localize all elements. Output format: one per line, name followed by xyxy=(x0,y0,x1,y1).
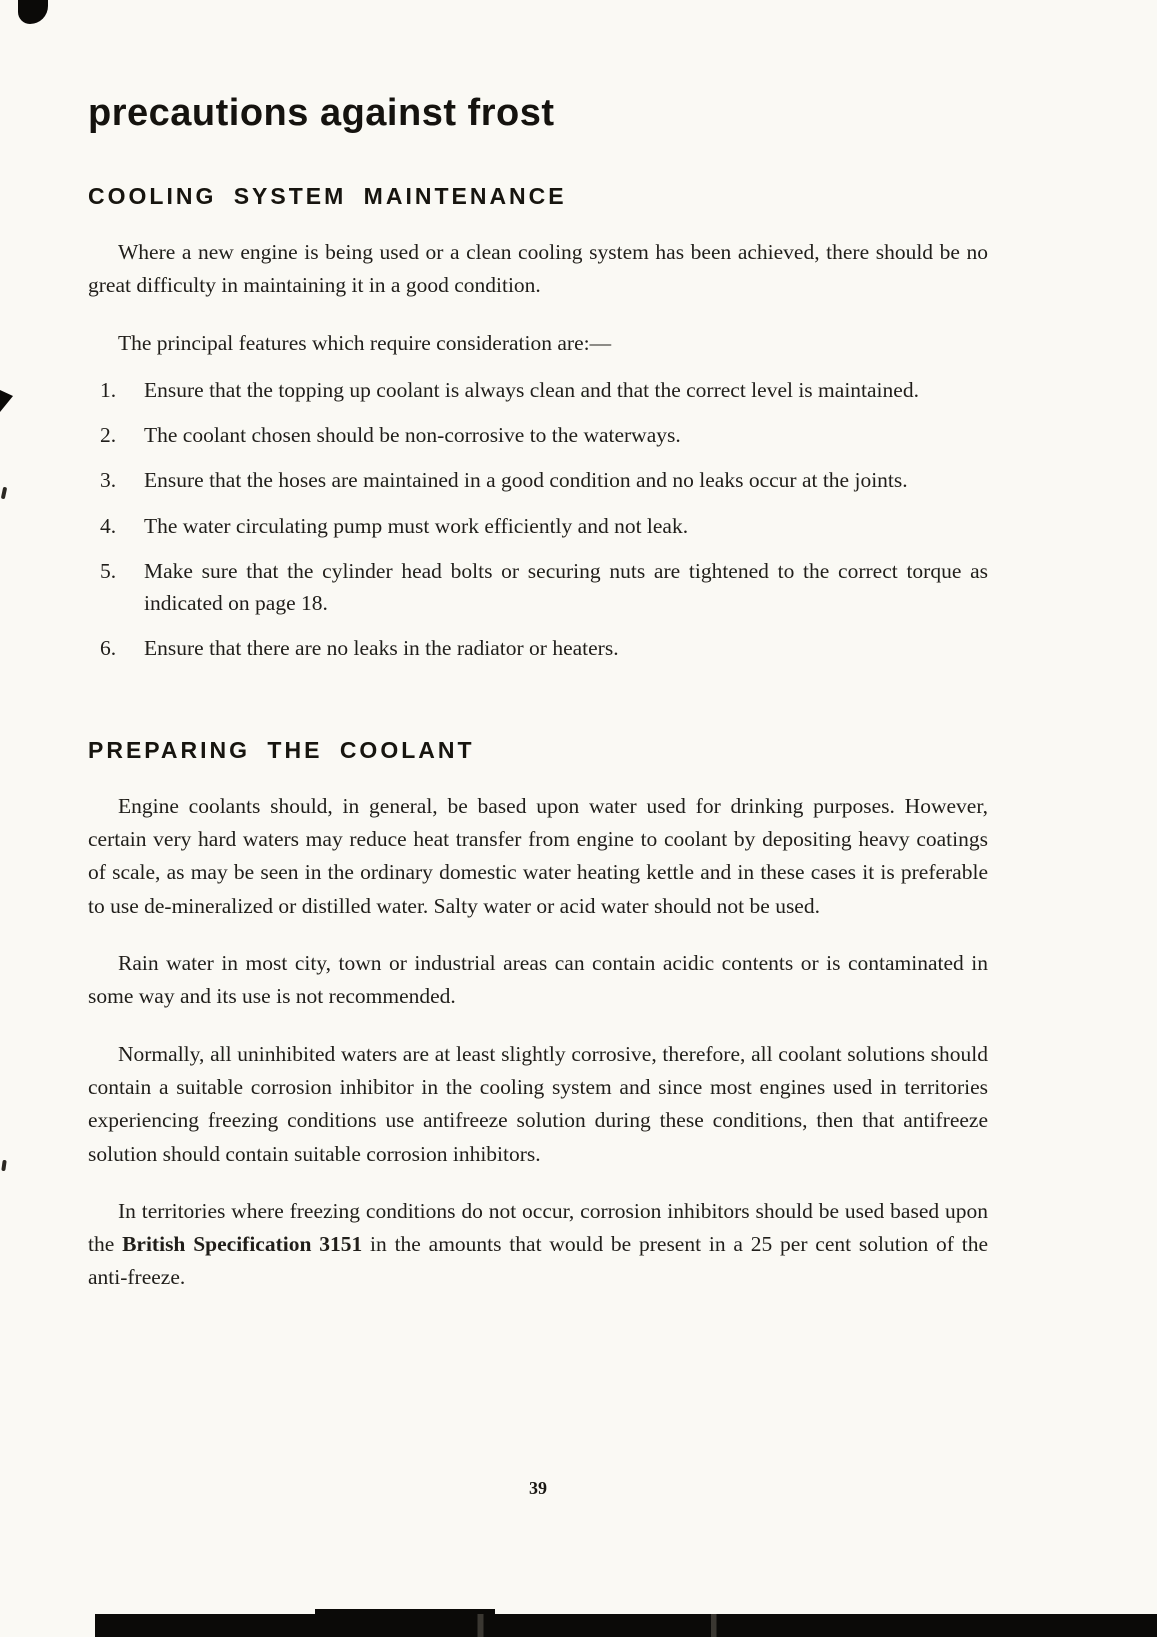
list-item-number: 6. xyxy=(100,636,117,661)
paragraph-rain-water: Rain water in most city, town or industrial areas can contain acidic contents or is contaminated in some way and its use is not recommended. xyxy=(88,950,988,1009)
paragraph-cooling-intro: Where a new engine is being used or a clean cooling system has been achieved, there should be no great difficulty in maintaining it in a good condition. xyxy=(88,240,988,298)
paragraph-coolant-water: Engine coolants should, in general, be based upon water used for drinking purposes. However, certain very hard waters may reduce heat transfer from engine to coolant by depositing heavy coatings of scale, as may be seen in the ordinary domestic water heating kettle and in these cases it is preferable to use de-mineralized or distilled water. Salty water or acid water should not be used. xyxy=(88,793,988,918)
paragraph-text-before-bold: In territories where freezing conditions do not occur, corrosion inhibitors should be used based upon the xyxy=(88,1198,988,1257)
section-gap xyxy=(88,695,988,737)
list-item-text: The coolant chosen should be non-corrosive to the waterways. xyxy=(144,423,681,448)
scan-artifact-left-tick xyxy=(1,487,7,500)
list-item-2 xyxy=(88,419,988,451)
scan-artifact-left-wedge xyxy=(0,390,13,412)
list-item-text: Make sure that the cylinder head bolts or securing nuts are tightened to the correct torque as indicated on page 18. xyxy=(144,558,988,616)
list-item-5 xyxy=(88,555,988,620)
section-heading-preparing-the-coolant: PREPARING THE COOLANT xyxy=(88,736,475,763)
page-number: 39 xyxy=(529,1478,547,1498)
list-item-text: Ensure that there are no leaks in the radiator or heaters. xyxy=(144,636,619,661)
paragraph-text-after-bold: in the amounts that would be present in a 25 per cent solution of the anti-freeze. xyxy=(88,1232,988,1290)
scan-artifact-top-left xyxy=(18,0,48,24)
list-item-text: The water circulating pump must work efficiently and not leak. xyxy=(144,513,689,538)
list-item-text: Ensure that the topping up coolant is always clean and that the correct level is maintained. xyxy=(144,377,919,402)
british-specification-bold-text: British Specification 3151 xyxy=(122,1232,363,1257)
list-item-text: Ensure that the hoses are maintained in a good condition and no leaks occur at the joints. xyxy=(144,468,908,493)
list-item-number: 4. xyxy=(100,513,117,538)
list-item-number: 5. xyxy=(100,558,117,583)
list-item-1 xyxy=(88,374,988,406)
list-item-6 xyxy=(88,632,988,664)
page-title: precautions against frost xyxy=(88,92,555,134)
scan-artifact-bottom-bar xyxy=(95,1614,1157,1637)
list-item-3 xyxy=(88,464,988,496)
scan-artifact-left-tick2 xyxy=(1,1160,6,1171)
list-item-number: 2. xyxy=(100,423,117,448)
section-heading-cooling-system-maintenance: COOLING SYSTEM MAINTENANCE xyxy=(88,183,567,209)
paragraph-corrosion-inhibitor: Normally, all uninhibited waters are at least slightly corrosive, therefore, all coolant solutions should contain a suitable corrosion inhibitor in the cooling system and since most engines used in territories experiencing freezing conditions use antifreeze solution during these conditions, then that antifreeze solution should contain suitable corrosion inhibitors. xyxy=(88,1041,988,1166)
list-intro: The principal features which require consideration are:— xyxy=(118,330,612,355)
list-item-4 xyxy=(88,510,988,542)
list-item-number: 1. xyxy=(100,377,117,402)
paragraph-british-specification xyxy=(88,1195,988,1295)
feature-list xyxy=(88,374,988,665)
page-content xyxy=(88,92,988,1319)
list-item-number: 3. xyxy=(100,468,117,493)
